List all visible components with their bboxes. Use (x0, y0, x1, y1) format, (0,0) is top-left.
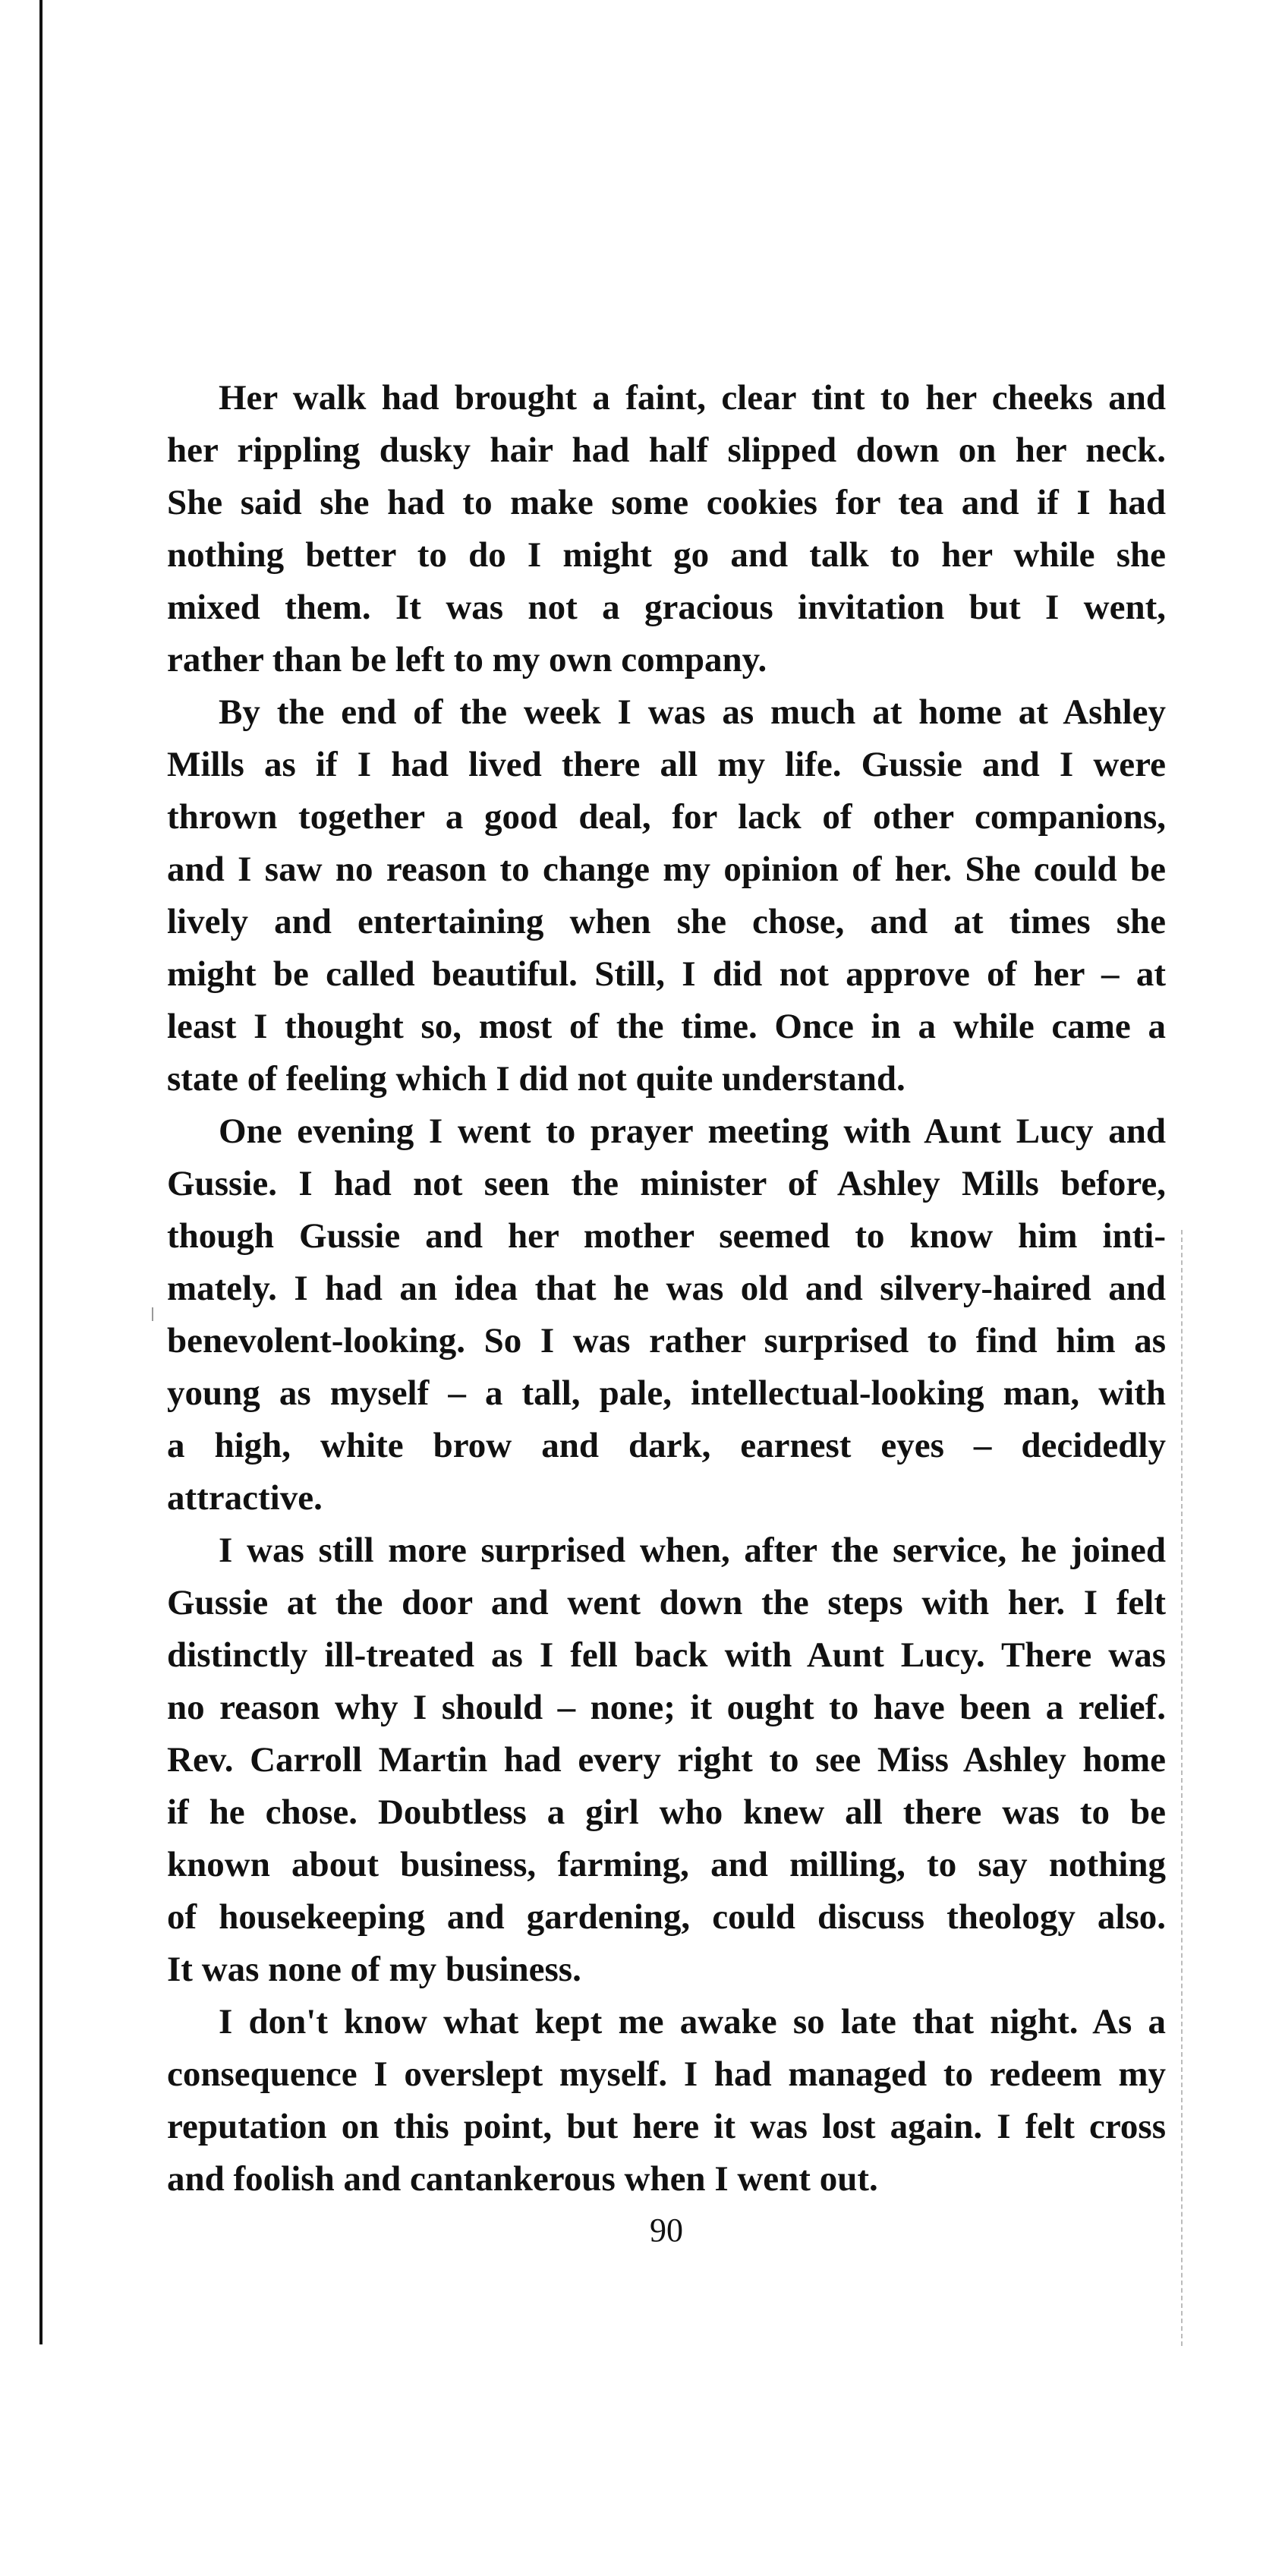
text-line: known about business, farming, and milling, to say nothing (167, 1845, 1166, 1884)
text-line: By the end of the week I was as much at home at Ashley (219, 692, 1166, 732)
text-line: I don't know what kept me awake so late that night. As a (219, 2002, 1166, 2042)
paragraph (167, 372, 1166, 686)
text-line: mately. I had an idea that he was old and silvery-haired and (167, 1269, 1166, 1308)
body-text (167, 372, 1166, 2206)
text-line: her rippling dusky hair had half slipped down on her neck. (167, 430, 1166, 470)
text-line: rather than be left to my own company. (167, 640, 767, 679)
margin-mark (152, 1307, 153, 1321)
page-edge-marks (1181, 1230, 1183, 2346)
text-line: distinctly ill-treated as I fell back with Aunt Lucy. There was (167, 1635, 1166, 1675)
text-line: no reason why I should – none; it ought to have been a relief. (167, 1688, 1166, 1727)
paragraph (167, 1524, 1166, 1996)
text-line: consequence I overslept myself. I had managed to redeem my (167, 2054, 1166, 2094)
text-line: mixed them. It was not a gracious invitation but I went, (167, 588, 1166, 627)
text-line: Gussie at the door and went down the steps with her. I felt (167, 1583, 1166, 1622)
text-line: might be called beautiful. Still, I did not approve of her – at (167, 954, 1166, 994)
paragraph (167, 1105, 1166, 1524)
text-line: and foolish and cantankerous when I went out. (167, 2159, 878, 2199)
paragraph (167, 686, 1166, 1105)
text-line: One evening I went to prayer meeting with Aunt Lucy and (219, 1111, 1166, 1151)
text-line: benevolent-looking. So I was rather surprised to find him as (167, 1321, 1166, 1361)
text-line: though Gussie and her mother seemed to know him inti- (167, 1216, 1166, 1256)
text-line: It was none of my business. (167, 1950, 581, 1989)
text-line: reputation on this point, but here it was lost again. I felt cross (167, 2107, 1166, 2146)
text-line: lively and entertaining when she chose, and at times she (167, 902, 1166, 941)
text-line: state of feeling which I did not quite understand. (167, 1059, 906, 1099)
text-line: Rev. Carroll Martin had every right to see Miss Ashley home (167, 1740, 1166, 1780)
text-line: young as myself – a tall, pale, intellectual-looking man, with (167, 1373, 1166, 1413)
text-line: if he chose. Doubtless a girl who knew all there was to be (167, 1792, 1166, 1832)
text-line: and I saw no reason to change my opinion of her. She could be (167, 850, 1166, 889)
book-spine-edge (39, 0, 43, 2344)
text-line: I was still more surprised when, after the service, he joined (219, 1531, 1166, 1570)
text-line: of housekeeping and gardening, could discuss theology also. (167, 1897, 1166, 1937)
text-line: attractive. (167, 1478, 323, 1518)
text-line: Her walk had brought a faint, clear tint to her cheeks and (219, 378, 1166, 418)
text-line: nothing better to do I might go and talk to her while she (167, 535, 1166, 575)
text-line: a high, white brow and dark, earnest eyes – decidedly (167, 1426, 1166, 1465)
paragraph (167, 1996, 1166, 2206)
page-number: 90 (650, 2212, 683, 2249)
text-line: Mills as if I had lived there all my life. Gussie and I were (167, 745, 1166, 784)
text-line: She said she had to make some cookies for tea and if I had (167, 483, 1166, 522)
text-line: thrown together a good deal, for lack of other companions, (167, 797, 1166, 837)
text-line: Gussie. I had not seen the minister of Ashley Mills before, (167, 1164, 1166, 1203)
text-line: least I thought so, most of the time. Once in a while came a (167, 1007, 1166, 1046)
